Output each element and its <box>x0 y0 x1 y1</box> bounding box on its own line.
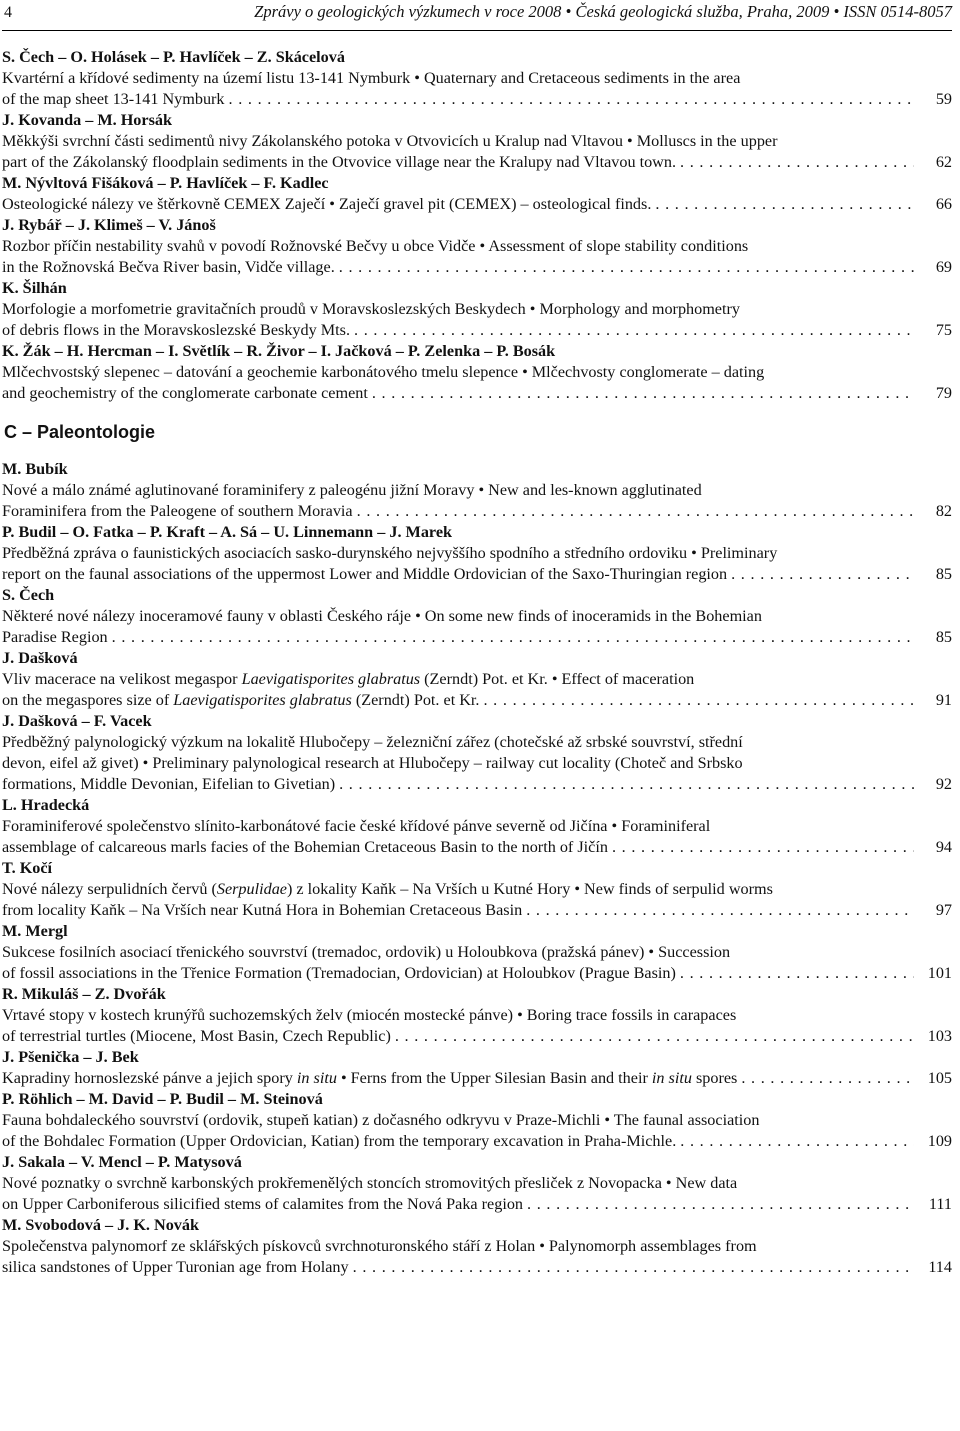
entry-authors: P. Röhlich – M. David – P. Budil – M. Steinová <box>2 1090 323 1108</box>
toc-entry <box>2 522 952 585</box>
entry-authors: J. Pšenička – J. Bek <box>2 1048 139 1066</box>
toc-entry <box>2 173 952 215</box>
entry-page-number: 97 <box>935 901 952 919</box>
section-title: C – Paleontologie <box>4 422 156 442</box>
title-line-end: formations, Middle Devonian, Eifelian to Givetian) <box>2 775 336 793</box>
dot-leader <box>651 194 914 215</box>
entry-authors: M. Mergl <box>2 922 68 940</box>
toc-entry <box>2 459 952 522</box>
title-line-end: part of the Zákolanský floodplain sediments in the Otvovice village near the Kralupy nad Vltavou town. <box>2 153 677 171</box>
title-last-line <box>2 1131 952 1152</box>
entry-page-number: 101 <box>927 964 952 982</box>
dot-leader <box>676 963 914 984</box>
dot-leader <box>479 690 914 711</box>
dot-leader <box>676 152 914 173</box>
entry-page-number: 79 <box>935 384 952 402</box>
entry-page-number: 59 <box>935 90 952 108</box>
entry-title <box>2 732 952 795</box>
entry-title <box>2 669 952 711</box>
title-line: Mlčechvostský slepenec – datování a geochemie karbonátového tmelu slepence • Mlčechvosty conglomerate – dating <box>2 363 765 381</box>
entry-authors: K. Šilhán <box>2 279 67 297</box>
entry-title <box>2 68 952 110</box>
entry-title <box>2 879 952 921</box>
title-last-line <box>2 383 952 404</box>
entry-authors: S. Čech <box>2 586 55 604</box>
entry-page-number: 69 <box>935 258 952 276</box>
entry-authors: T. Kočí <box>2 859 53 877</box>
title-last-line <box>2 1257 952 1278</box>
title-last-line <box>2 627 952 648</box>
entry-page-number: 94 <box>935 838 952 856</box>
title-last-line <box>2 152 952 173</box>
entry-page-number: 85 <box>935 628 952 646</box>
entry-authors: P. Budil – O. Fatka – P. Kraft – A. Sá – U. Linnemann – J. Marek <box>2 523 453 541</box>
toc-entry <box>2 1047 952 1089</box>
title-last-line <box>2 963 952 984</box>
entry-page-number: 111 <box>928 1195 952 1213</box>
title-last-line <box>2 774 952 795</box>
title-last-line <box>2 690 952 711</box>
title-line-end: on Upper Carboniferous silicified stems of calamites from the Nová Paka region <box>2 1195 524 1213</box>
title-line-end: of the Bohdalec Formation (Upper Ordovician, Katian) from the temporary excavation in Praha-Michle. <box>2 1132 677 1150</box>
title-line: Měkkýši svrchní části sedimentů nivy Zákolanského potoka v Otvovicích u Kralup nad Vltavou • Molluscs in the upper <box>2 132 778 150</box>
section-b-entries <box>2 47 952 404</box>
entry-authors: J. Dašková – F. Vacek <box>2 712 152 730</box>
title-last-line <box>2 257 952 278</box>
entry-title <box>2 131 952 173</box>
title-line: Předběžný palynologický výzkum na lokalitě Hlubočepy – železniční zářez (chotečské až srbské souvrství, střední <box>2 733 743 751</box>
title-line: Morfologie a morfometrie gravitačních proudů v Moravskoslezských Beskydech • Morphology and morphometry <box>2 300 740 318</box>
title-line-end: Paradise Region <box>2 628 108 646</box>
italic-term: in situ <box>651 1069 692 1087</box>
dot-leader <box>353 501 914 522</box>
title-line-end: silica sandstones of Upper Turonian age from Holany <box>2 1258 349 1276</box>
dot-leader <box>225 89 914 110</box>
title-line-end: Kapradiny hornoslezské pánve a jejich spory in situ • Ferns from the Upper Silesian Basin and their in situ spores <box>2 1069 738 1087</box>
toc-entry <box>2 1152 952 1215</box>
entry-title <box>2 606 952 648</box>
title-line-end: Foraminifera from the Paleogene of southern Moravia <box>2 502 353 520</box>
entry-page-number: 66 <box>935 195 952 213</box>
title-line: Fauna bohdaleckého souvrství (ordovik, stupeň katian) z dočasného odkryvu v Praze-Michli • The faunal association <box>2 1111 760 1129</box>
dot-leader <box>523 1194 914 1215</box>
entry-authors: K. Žák – H. Hercman – I. Světlík – R. Živor – I. Jačková – P. Zelenka – P. Bosák <box>2 342 556 360</box>
dot-leader <box>349 1257 914 1278</box>
toc-entry <box>2 1215 952 1278</box>
title-line-end: of fossil associations in the Třenice Formation (Tremadocian, Ordovician) at Holoubkov (Prague Basin) <box>2 964 676 982</box>
toc-entry <box>2 921 952 984</box>
entry-page-number: 82 <box>935 502 952 520</box>
entry-authors: M. Nývltová Fišáková – P. Havlíček – F. Kadlec <box>2 174 329 192</box>
title-line-end: on the megaspores size of Laevigatisporites glabratus (Zerndt) Pot. et Kr. <box>2 691 480 709</box>
entry-page-number: 92 <box>935 775 952 793</box>
entry-page-number: 105 <box>927 1069 952 1087</box>
toc-entry <box>2 984 952 1047</box>
title-line-end: report on the faunal associations of the uppermost Lower and Middle Ordovician of the Saxo-Thuringian region <box>2 565 728 583</box>
italic-taxon: Serpulidae <box>216 880 287 898</box>
entry-title <box>2 194 952 215</box>
entry-authors: J. Rybář – J. Klimeš – V. Jánoš <box>2 216 216 234</box>
title-last-line <box>2 89 952 110</box>
toc-entry <box>2 711 952 795</box>
entry-title <box>2 299 952 341</box>
title-line-end: of the map sheet 13-141 Nymburk <box>2 90 225 108</box>
title-line-end: of debris flows in the Moravskoslezské Beskydy Mts. <box>2 321 350 339</box>
title-line-end: from locality Kaňk – Na Vrších near Kutná Hora in Bohemian Cretaceous Basin <box>2 901 523 919</box>
title-line: Foraminiferové společenstvo slínito-karbonátové facie české křídové pánve severně od Jičína • Foraminiferal <box>2 817 711 835</box>
title-last-line <box>2 1026 952 1047</box>
dot-leader <box>676 1131 914 1152</box>
toc-entry <box>2 341 952 404</box>
toc-page <box>0 2 960 1431</box>
title-line: Některé nové nálezy inoceramové fauny v oblasti Českého ráje • On some new finds of inoceramids in the Bohemian <box>2 607 762 625</box>
toc-entry <box>2 585 952 648</box>
entry-authors: M. Svobodová – J. K. Novák <box>2 1216 199 1234</box>
entry-title <box>2 1236 952 1278</box>
title-line-end: and geochemistry of the conglomerate carbonate cement <box>2 384 368 402</box>
title-line: Rozbor příčin nestability svahů v povodí Rožnovské Bečvy u obce Vidče • Assessment of slope stability conditions <box>2 237 749 255</box>
title-last-line <box>2 501 952 522</box>
title-last-line <box>2 837 952 858</box>
toc-entry <box>2 648 952 711</box>
dot-leader <box>522 900 914 921</box>
entry-authors: S. Čech – O. Holásek – P. Havlíček – Z. Skácelová <box>2 48 345 66</box>
title-last-line <box>2 1068 952 1089</box>
journal-line: Zprávy o geologických výzkumech v roce 2008 • Česká geologická služba, Praha, 2009 • ISSN 0514-8057 <box>254 2 952 21</box>
dot-leader <box>737 1068 914 1089</box>
section-c-entries <box>2 459 952 1278</box>
entry-authors: J. Sakala – V. Mencl – P. Matysová <box>2 1153 242 1171</box>
header-rule <box>2 30 952 31</box>
title-line: Nové poznatky o svrchně karbonských prokřemenělých stoncích stromovitých přesliček z Novopacka • New data <box>2 1174 738 1192</box>
italic-taxon: in situ <box>296 1069 337 1087</box>
entry-title <box>2 480 952 522</box>
title-line: Předběžná zpráva o faunistických asociacích sasko-durynského nejvyššího spodního a středního ordoviku • Preliminary <box>2 544 778 562</box>
toc-entry <box>2 795 952 858</box>
entry-title <box>2 236 952 278</box>
toc-entry <box>2 1089 952 1152</box>
dot-leader <box>391 1026 914 1047</box>
page-number: 4 <box>4 4 12 21</box>
title-line-end: in the Rožnovská Bečva River basin, Vidče village. <box>2 258 335 276</box>
entry-authors: J. Dašková <box>2 649 78 667</box>
italic-taxon: Laevigatisporites glabratus <box>241 670 421 688</box>
entry-title <box>2 543 952 585</box>
title-line: Sukcese fosilních asociací třenického souvrství (tremadoc, ordovik) u Holoubkova (pražská pánev) • Succession <box>2 943 731 961</box>
title-last-line <box>2 564 952 585</box>
dot-leader <box>368 383 914 404</box>
title-line-end: Osteologické nálezy ve štěrkovně CEMEX Zaječí • Zaječí gravel pit (CEMEX) – osteological finds. <box>2 195 652 213</box>
toc-entry <box>2 858 952 921</box>
entry-title <box>2 1110 952 1152</box>
title-line: devon, eifel až givet) • Preliminary palynological research at Hlubočepy – railway cut locality (Choteč and Srbsko <box>2 754 743 772</box>
entry-page-number: 109 <box>927 1132 952 1150</box>
toc-entry <box>2 47 952 110</box>
entry-authors: J. Kovanda – M. Horsák <box>2 111 172 129</box>
entry-authors: R. Mikuláš – Z. Dvořák <box>2 985 166 1003</box>
entry-title <box>2 362 952 404</box>
entry-title <box>2 1068 952 1089</box>
toc-entry <box>2 110 952 173</box>
title-last-line <box>2 194 952 215</box>
entry-title <box>2 816 952 858</box>
entry-page-number: 75 <box>935 321 952 339</box>
dot-leader <box>608 837 914 858</box>
title-last-line <box>2 1194 952 1215</box>
title-line-end: of terrestrial turtles (Miocene, Most Basin, Czech Republic) <box>2 1027 391 1045</box>
title-line: Vrtavé stopy v kostech krunýřů suchozemských želv (miocén mostecké pánve) • Boring trace fossils in carapaces <box>2 1006 737 1024</box>
entry-page-number: 103 <box>927 1027 952 1045</box>
dot-leader <box>108 627 914 648</box>
running-header <box>2 2 952 24</box>
entry-page-number: 62 <box>935 153 952 171</box>
title-line-end: assemblage of calcareous marls facies of the Bohemian Cretaceous Basin to the north of Jičín <box>2 838 608 856</box>
title-line: Nové nálezy serpulidních červů (Serpulidae) z lokality Kaňk – Na Vrších u Kutné Hory • New finds of serpulid worms <box>2 880 773 898</box>
entry-page-number: 85 <box>935 565 952 583</box>
title-last-line <box>2 320 952 341</box>
entry-authors: M. Bubík <box>2 460 68 478</box>
entry-page-number: 91 <box>935 691 952 709</box>
entry-authors: L. Hradecká <box>2 796 90 814</box>
entry-title <box>2 1173 952 1215</box>
dot-leader <box>335 774 914 795</box>
dot-leader <box>350 320 914 341</box>
italic-taxon: Laevigatisporites glabratus <box>173 691 352 709</box>
title-line: Kvartérní a křídové sedimenty na území listu 13-141 Nymburk • Quaternary and Cretaceous sediments in the area <box>2 69 741 87</box>
title-line: Vliv macerace na velikost megaspor Laevigatisporites glabratus (Zerndt) Pot. et Kr. • Effect of maceration <box>2 670 695 688</box>
entry-title <box>2 1005 952 1047</box>
toc-entry <box>2 215 952 278</box>
dot-leader <box>727 564 914 585</box>
title-line: Nové a málo známé aglutinované foraminifery z paleogénu jižní Moravy • New and les-known agglutinated <box>2 481 702 499</box>
toc-entry <box>2 278 952 341</box>
dot-leader <box>335 257 914 278</box>
entry-page-number: 114 <box>928 1258 952 1276</box>
entry-title <box>2 942 952 984</box>
title-line: Společenstva palynomorf ze sklářských pískovců svrchnoturonského stáří z Holan • Palynomorph assemblages from <box>2 1237 757 1255</box>
title-last-line <box>2 900 952 921</box>
